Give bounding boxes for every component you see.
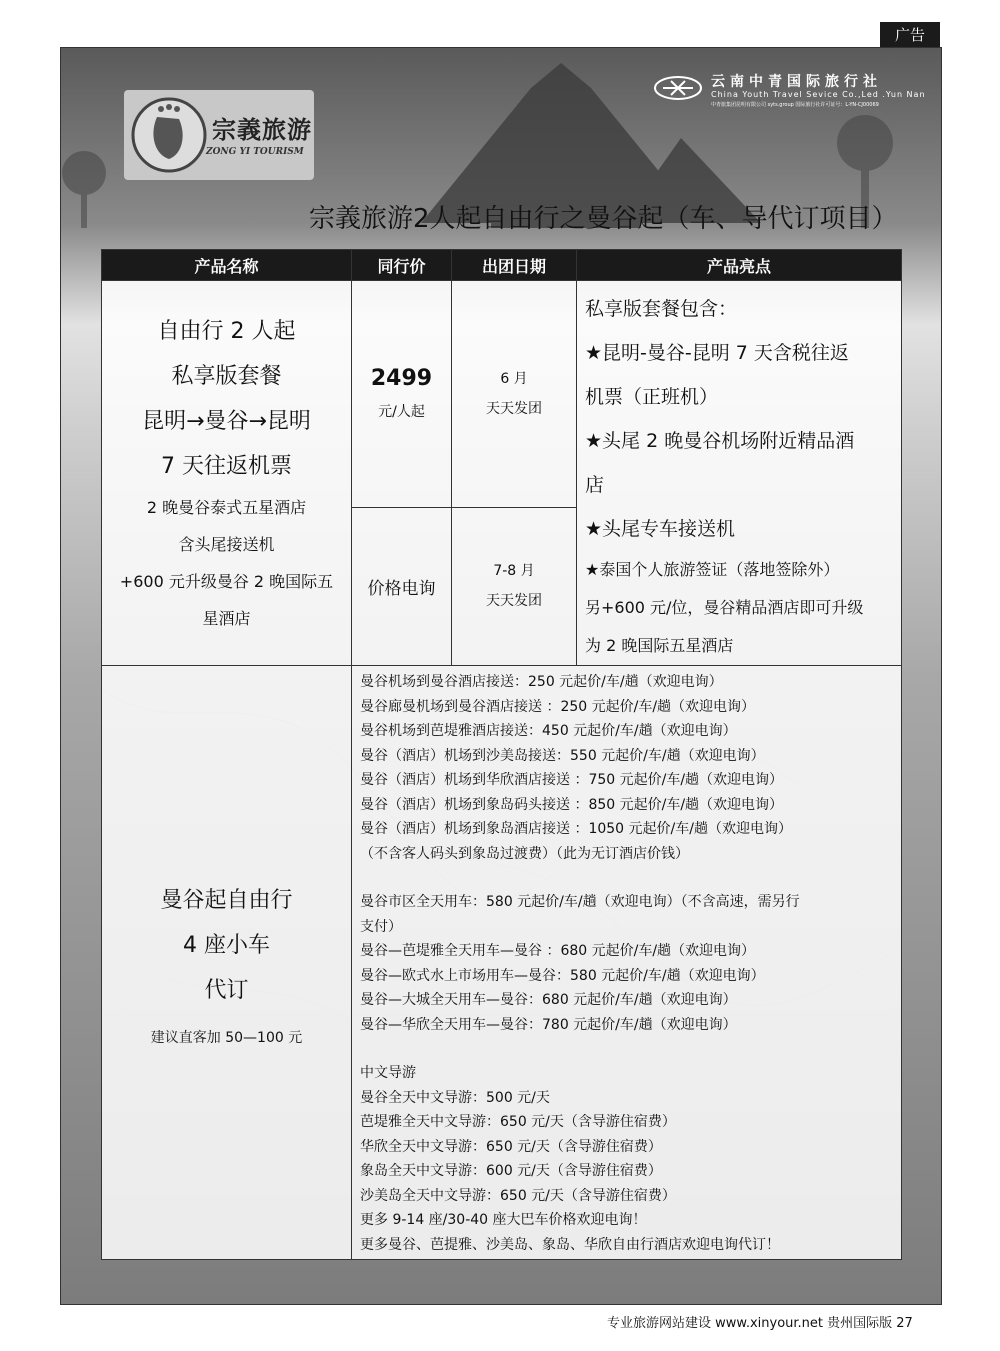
product-name-cell: [102, 281, 352, 666]
highlight-line: 为 2 晚国际五星酒店: [585, 636, 734, 655]
product-name-line: 7 天往返机票: [161, 454, 292, 479]
product-detail-line: +600 元升级曼谷 2 晚国际五: [119, 572, 334, 591]
list-item: 曼谷全天中文导游：500 元/天: [360, 1089, 550, 1106]
header-trade-price: 同行价: [352, 250, 452, 281]
list-item: 芭堤雅全天中文导游：650 元/天（含导游住宿费）: [360, 1114, 676, 1130]
agency-license: 中青旅集团昆明有限公司 syts.group 国际旅行社许可证号：L-YN-CJ00069: [711, 102, 879, 108]
list-item: 中文导游: [360, 1065, 416, 1081]
list-item: 曼谷（酒店）机场到象岛码头接送 ：850 元起价/车/趟（欢迎电询）: [360, 796, 784, 813]
service-name-line: 曼谷起自由行: [160, 888, 293, 913]
product-detail-line: 含头尾接送机: [178, 535, 275, 554]
list-item: 曼谷机场到曼谷酒店接送：250 元起价/车/趟（欢迎电询）: [360, 674, 723, 690]
list-item: 更多 9-14 座/30-40 座大巴车价格欢迎电询！: [360, 1212, 647, 1228]
list-item: 华欣全天中文导游：650 元/天（含导游住宿费）: [360, 1138, 662, 1155]
table-row: [102, 281, 902, 508]
product-detail-line: 2 晚曼谷泰式五星酒店: [146, 498, 307, 517]
agency-logo-icon: [653, 75, 703, 101]
logo-name: 宗義旅游: [212, 115, 312, 144]
highlight-line: ★昆明-曼谷-昆明 7 天含税往返: [585, 342, 849, 364]
service-price-list: [352, 666, 902, 1260]
date-frequency: 天天发团: [486, 400, 542, 417]
highlight-line: ★泰国个人旅游签证（落地签除外）: [585, 560, 840, 579]
list-item: 曼谷—大城全天用车—曼谷：680 元起价/车/趟（欢迎电询）: [360, 992, 737, 1008]
price-inquiry: 价格电询: [367, 578, 436, 599]
service-name-line: 代订: [204, 978, 249, 1003]
logo-english-name: ZONG YI TOURISM: [206, 147, 304, 157]
price-cell: [352, 507, 452, 665]
list-item: 象岛全天中文导游：600 元/天（含导游住宿费）: [360, 1163, 662, 1179]
header-departure-date: 出团日期: [452, 250, 577, 281]
highlight-line: ★头尾专车接送机: [585, 518, 736, 540]
list-item: 支付）: [360, 918, 402, 935]
list-item: 曼谷廊曼机场到曼谷酒店接送 ：250 元起价/车/趟（欢迎电询）: [360, 698, 756, 715]
service-name-line: 4 座小车: [183, 933, 270, 958]
highlight-line: 私享版套餐包含：: [585, 298, 738, 320]
agency-english-name: China Youth Travel Sevice Co.,Led .Yun Nan: [711, 90, 926, 99]
service-note: 建议直客加 50—100 元: [150, 1030, 303, 1046]
list-item: 曼谷—欧式水上市场用车—曼谷：580 元起价/车/趟（欢迎电询）: [360, 967, 765, 984]
price-cell: [352, 281, 452, 508]
list-item: （不含客人码头到象岛过渡费）（此为无订酒店价钱）: [360, 845, 689, 862]
list-item: 沙美岛全天中文导游：650 元/天（含导游住宿费）: [360, 1187, 676, 1204]
date-cell: [452, 281, 577, 508]
page-footer: 专业旅游网站建设 www.xinyour.net 贵州国际版 27: [607, 1316, 913, 1331]
highlights-cell: [577, 281, 902, 666]
list-item: 更多曼谷、芭提雅、沙美岛、象岛、华欣自由行酒店欢迎电询代订！: [360, 1236, 780, 1253]
list-item: 曼谷—芭堤雅全天用车—曼谷 ：680 元起价/车/趟（欢迎电询）: [360, 943, 756, 959]
highlight-line: 机票（正班机）: [585, 386, 719, 408]
list-item: 曼谷市区全天用车：580 元起价/车/趟（欢迎电询）（不含高速，需另行: [360, 894, 800, 910]
table-row: [102, 666, 902, 1260]
page-title: 宗義旅游2人起自由行之曼谷起（车、导代订项目）: [309, 204, 898, 234]
product-name-line: 自由行 2 人起: [157, 319, 296, 344]
price-unit: 元/人起: [378, 404, 425, 421]
header-product-name: 产品名称: [102, 250, 352, 281]
zongyi-logo: [124, 90, 314, 180]
ad-label: 广告: [880, 22, 940, 48]
footprint-logo-icon: [129, 95, 209, 175]
product-table: [101, 249, 902, 1260]
table-header-row: [102, 250, 902, 281]
product-name-line: 私享版套餐: [171, 364, 282, 389]
agency-name: 云南中青国际旅行社: [711, 74, 882, 90]
list-item: 曼谷（酒店）机场到象岛酒店接送 ：1050 元起价/车/趟（欢迎电询）: [360, 821, 792, 837]
highlight-line: 另+600 元/位，曼谷精品酒店即可升级: [585, 598, 864, 617]
ad-panel: [60, 47, 942, 1305]
date-cell: [452, 507, 577, 665]
date-month: 6 月: [500, 370, 528, 387]
highlight-line: 店: [585, 474, 605, 496]
car-service-name-cell: [102, 666, 352, 1260]
date-frequency: 天天发团: [486, 593, 542, 610]
list-item: 曼谷机场到芭堤雅酒店接送：450 元起价/车/趟（欢迎电询）: [360, 723, 737, 739]
product-detail-line: 星酒店: [202, 609, 251, 628]
list-item: 曼谷—华欣全天用车—曼谷：780 元起价/车/趟（欢迎电询）: [360, 1016, 737, 1033]
date-month: 7-8 月: [493, 563, 535, 580]
product-name-line: 昆明→曼谷→昆明: [142, 409, 311, 434]
list-item: 曼谷（酒店）机场到沙美岛接送：550 元起价/车/趟（欢迎电询）: [360, 747, 765, 764]
price-value: 2499: [370, 366, 433, 392]
highlight-line: ★头尾 2 晚曼谷机场附近精品酒: [585, 430, 855, 452]
list-item: 曼谷（酒店）机场到华欣酒店接送 ：750 元起价/车/趟（欢迎电询）: [360, 772, 784, 788]
header-highlights: 产品亮点: [577, 250, 902, 281]
